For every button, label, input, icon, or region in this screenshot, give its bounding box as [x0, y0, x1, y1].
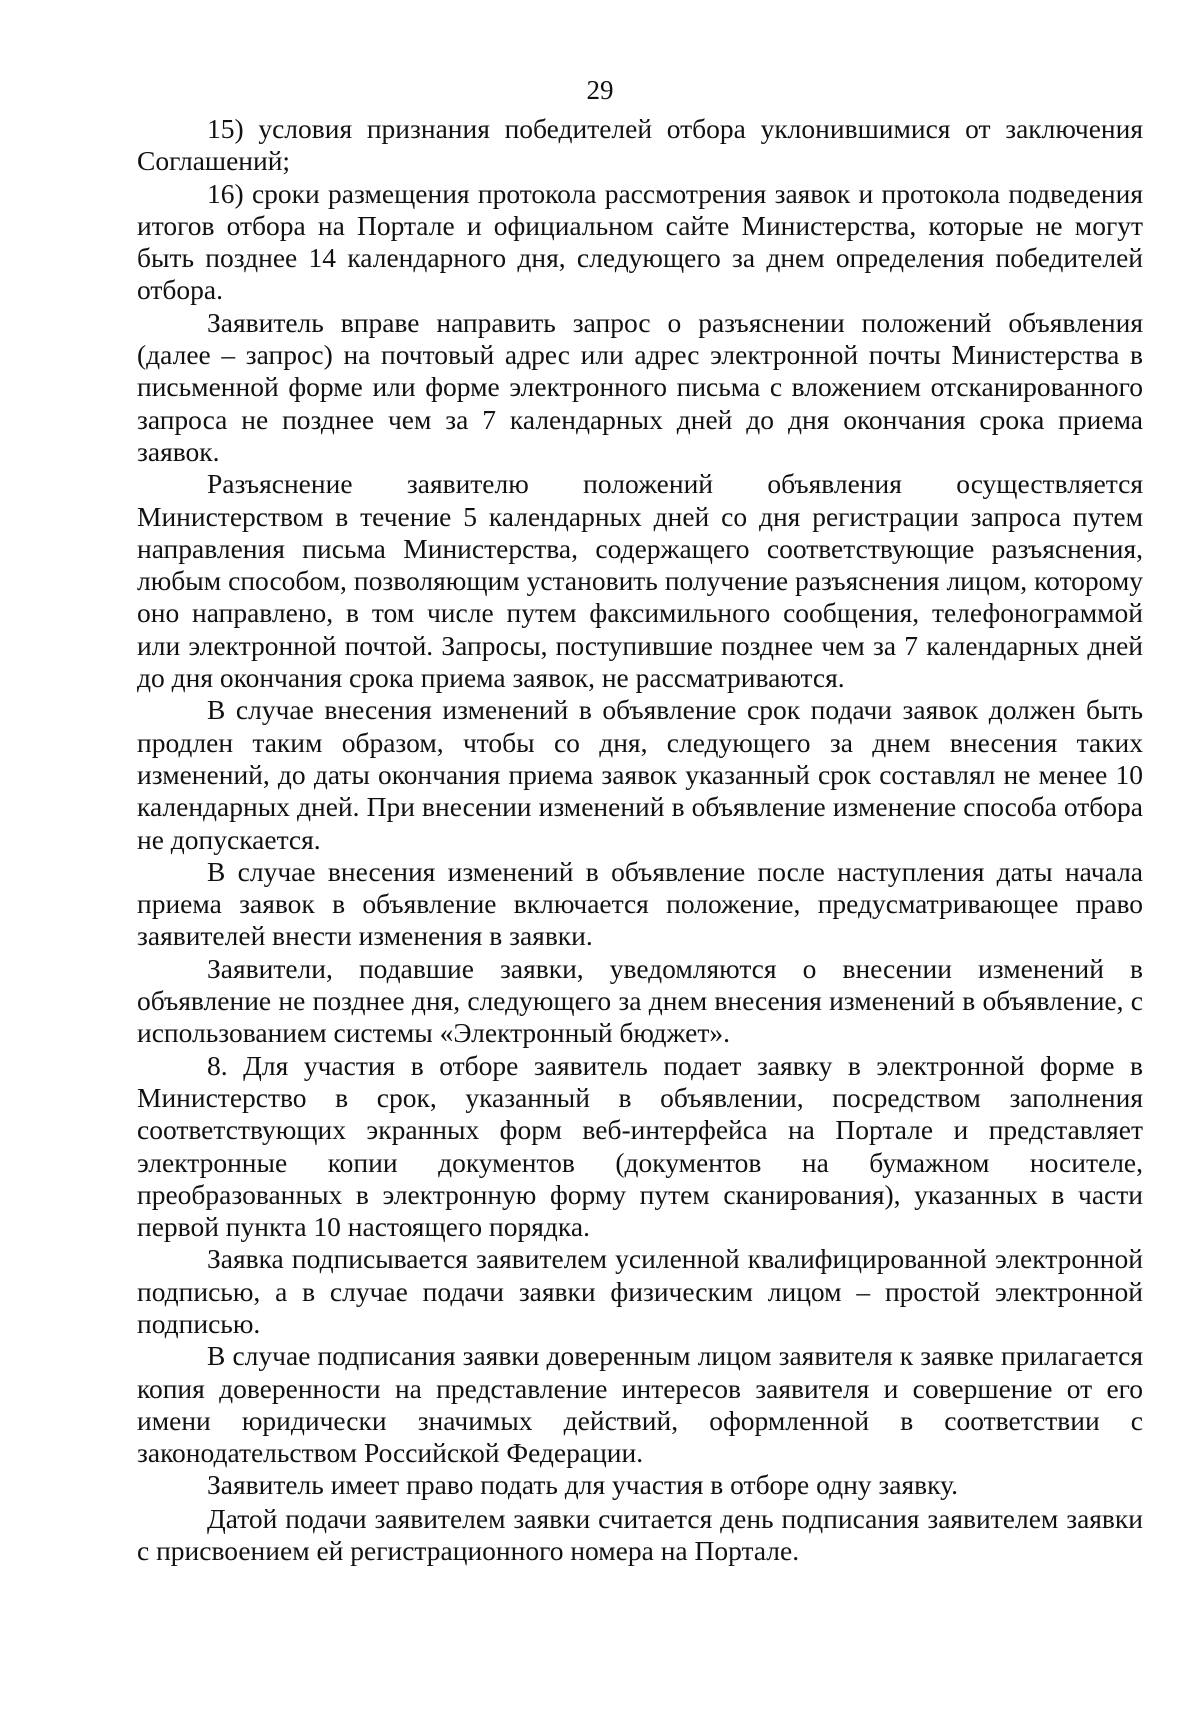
paragraph-section-8: 8. Для участия в отборе заявитель подает заявку в электронной форме в Министерство в срок, указанный в объявлении, посредством заполнения соответствующих экранных форм веб-интерфейса на Портале и представляет электронные копии документов (документов на бумажном носителе, преобразованных в электронную форму путем сканирования), указанных в части первой пункта 10 настоящего порядка. [137, 1049, 1143, 1243]
document-body [137, 113, 1143, 1567]
paragraph-one-application: Заявитель имеет право подать для участия в отборе одну заявку. [207, 1469, 958, 1501]
paragraph-signature: Заявка подписывается заявителем усиленной квалифицированной электронной подписью, а в случае подачи заявки физическим лицом – простой электронной подписью. [137, 1243, 1143, 1339]
paragraph-changes-after-start: В случае внесения изменений в объявление после наступления даты начала приема заявок в объявление включается положение, предусматривающее право заявителей внести изменения в заявки. [137, 855, 1143, 952]
paragraph-clarification-request: Заявитель вправе направить запрос о разъяснении положений объявления (далее – запрос) на почтовый адрес или адрес электронной почты Министерства в письменной форме или форме электронного письма с вложением отсканированного запроса не позднее чем за 7 календарных дней до дня окончания срока приема заявок. [137, 306, 1143, 467]
page-number: 29 [586, 75, 614, 105]
paragraph-item-16: 16) сроки размещения протокола рассмотрения заявок и протокола подведения итогов отбора на Портале и официальном сайте Министерства, которые не могут быть позднее 14 календарного дня, следующего за днем определения победителей отбора. [137, 177, 1143, 306]
paragraph-submission-date: Датой подачи заявителем заявки считается день подписания заявителем заявки с присвоением ей регистрационного номера на Портале. [137, 1502, 1143, 1567]
paragraph-power-of-attorney: В случае подписания заявки доверенным лицом заявителя к заявке прилагается копия доверенности на представление интересов заявителя и совершение от его имени юридически значимых действий, оформленной в соответствии с законодательством Российской Федерации. [137, 1340, 1143, 1469]
paragraph-deadline-extension: В случае внесения изменений в объявление срок подачи заявок должен быть продлен таким образом, чтобы со дня, следующего за днем внесения таких изменений, до даты окончания приема заявок указанный срок составлял не менее 10 календарных дней. При внесении изменений в объявление изменение способа отбора не допускается. [137, 694, 1143, 855]
paragraph-clarification-response: Разъяснение заявителю положений объявления осуществляется Министерством в течение 5 календарных дней со дня регистрации запроса путем направления письма Министерства, содержащего соответствующие разъяснения, любым способом, позволяющим установить получение разъяснения лицом, которому оно направлено, в том числе путем факсимильного сообщения, телефонограммой или электронной почтой. Запросы, поступившие позднее чем за 7 календарных дней до дня окончания срока приема заявок, не рассматриваются. [137, 468, 1143, 694]
paragraph-applicant-notification: Заявители, подавшие заявки, уведомляются о внесении изменений в объявление не позднее дня, следующего за днем внесения изменений в объявление, с использованием системы «Электронный бюджет». [137, 952, 1143, 1049]
paragraph-item-15: 15) условия признания победителей отбора уклонившимися от заключения Соглашений; [137, 113, 1143, 177]
